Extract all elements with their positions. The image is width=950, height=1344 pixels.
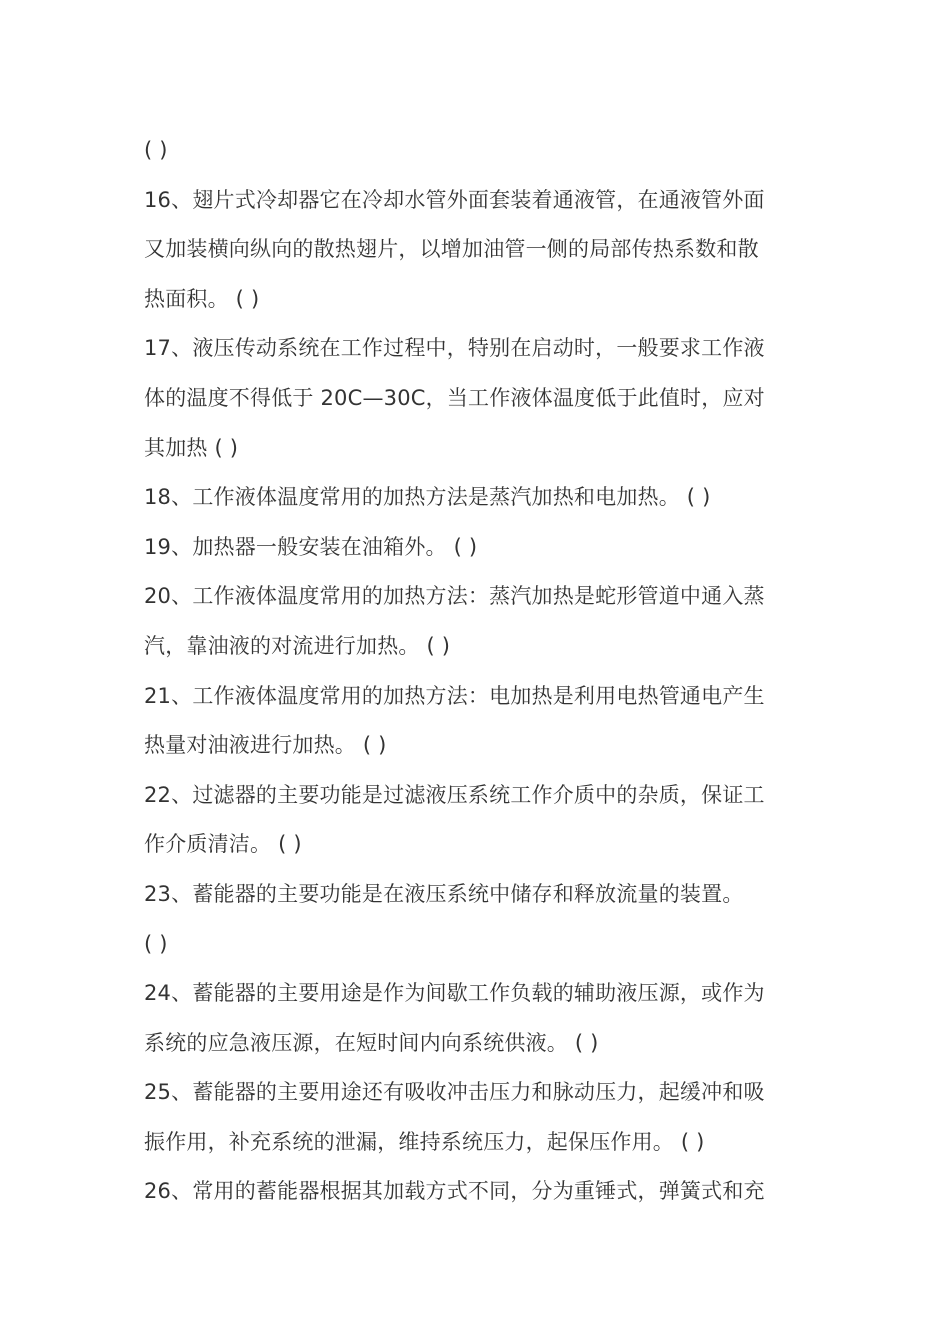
- text-line: 25、蓄能器的主要用途还有吸收冲击压力和脉动压力，起缓冲和吸: [144, 1080, 765, 1105]
- document-body: [144, 126, 810, 1217]
- text-line: 20、工作液体温度常用的加热方法：蒸汽加热是蛇形管道中通入蒸: [144, 584, 765, 609]
- text-line: 又加装横向纵向的散热翅片，以增加油管一侧的局部传热系数和散: [144, 237, 759, 262]
- text-line: 18、工作液体温度常用的加热方法是蒸汽加热和电加热。 ( ): [144, 485, 711, 510]
- text-line: 作介质清洁。 ( ): [144, 832, 302, 857]
- text-line: 19、加热器一般安装在油箱外。 ( ): [144, 534, 478, 559]
- text-line: 22、过滤器的主要功能是过滤液压系统工作介质中的杂质，保证工: [144, 782, 765, 807]
- text-line: 23、蓄能器的主要功能是在液压系统中储存和释放流量的装置。: [144, 881, 744, 906]
- text-line: 其加热 ( ): [144, 435, 239, 460]
- text-line: 系统的应急液压源，在短时间内向系统供液。 ( ): [144, 1030, 599, 1055]
- text-line: 热面积。 ( ): [144, 286, 260, 311]
- text-line: ( ): [144, 138, 168, 162]
- text-line: 汽，靠油液的对流进行加热。 ( ): [144, 633, 451, 658]
- text-line: 17、液压传动系统在工作过程中，特别在启动时，一般要求工作液: [144, 336, 765, 361]
- text-line: 体的温度不得低于 20C—30C，当工作液体温度低于此值时，应对: [144, 385, 765, 410]
- text-line: 26、常用的蓄能器根据其加载方式不同，分为重锤式，弹簧式和充: [144, 1179, 765, 1204]
- text-line: 振作用，补充系统的泄漏，维持系统压力，起保压作用。 ( ): [144, 1129, 705, 1154]
- text-line: 21、工作液体温度常用的加热方法：电加热是利用电热管通电产生: [144, 683, 765, 708]
- text-line: 热量对油液进行加热。 ( ): [144, 733, 387, 758]
- text-line: 16、翅片式冷却器它在冷却水管外面套装着通液管，在通液管外面: [144, 187, 765, 212]
- text-line: ( ): [144, 931, 168, 956]
- text-line: 24、蓄能器的主要用途是作为间歇工作负载的辅助液压源，或作为: [144, 981, 765, 1006]
